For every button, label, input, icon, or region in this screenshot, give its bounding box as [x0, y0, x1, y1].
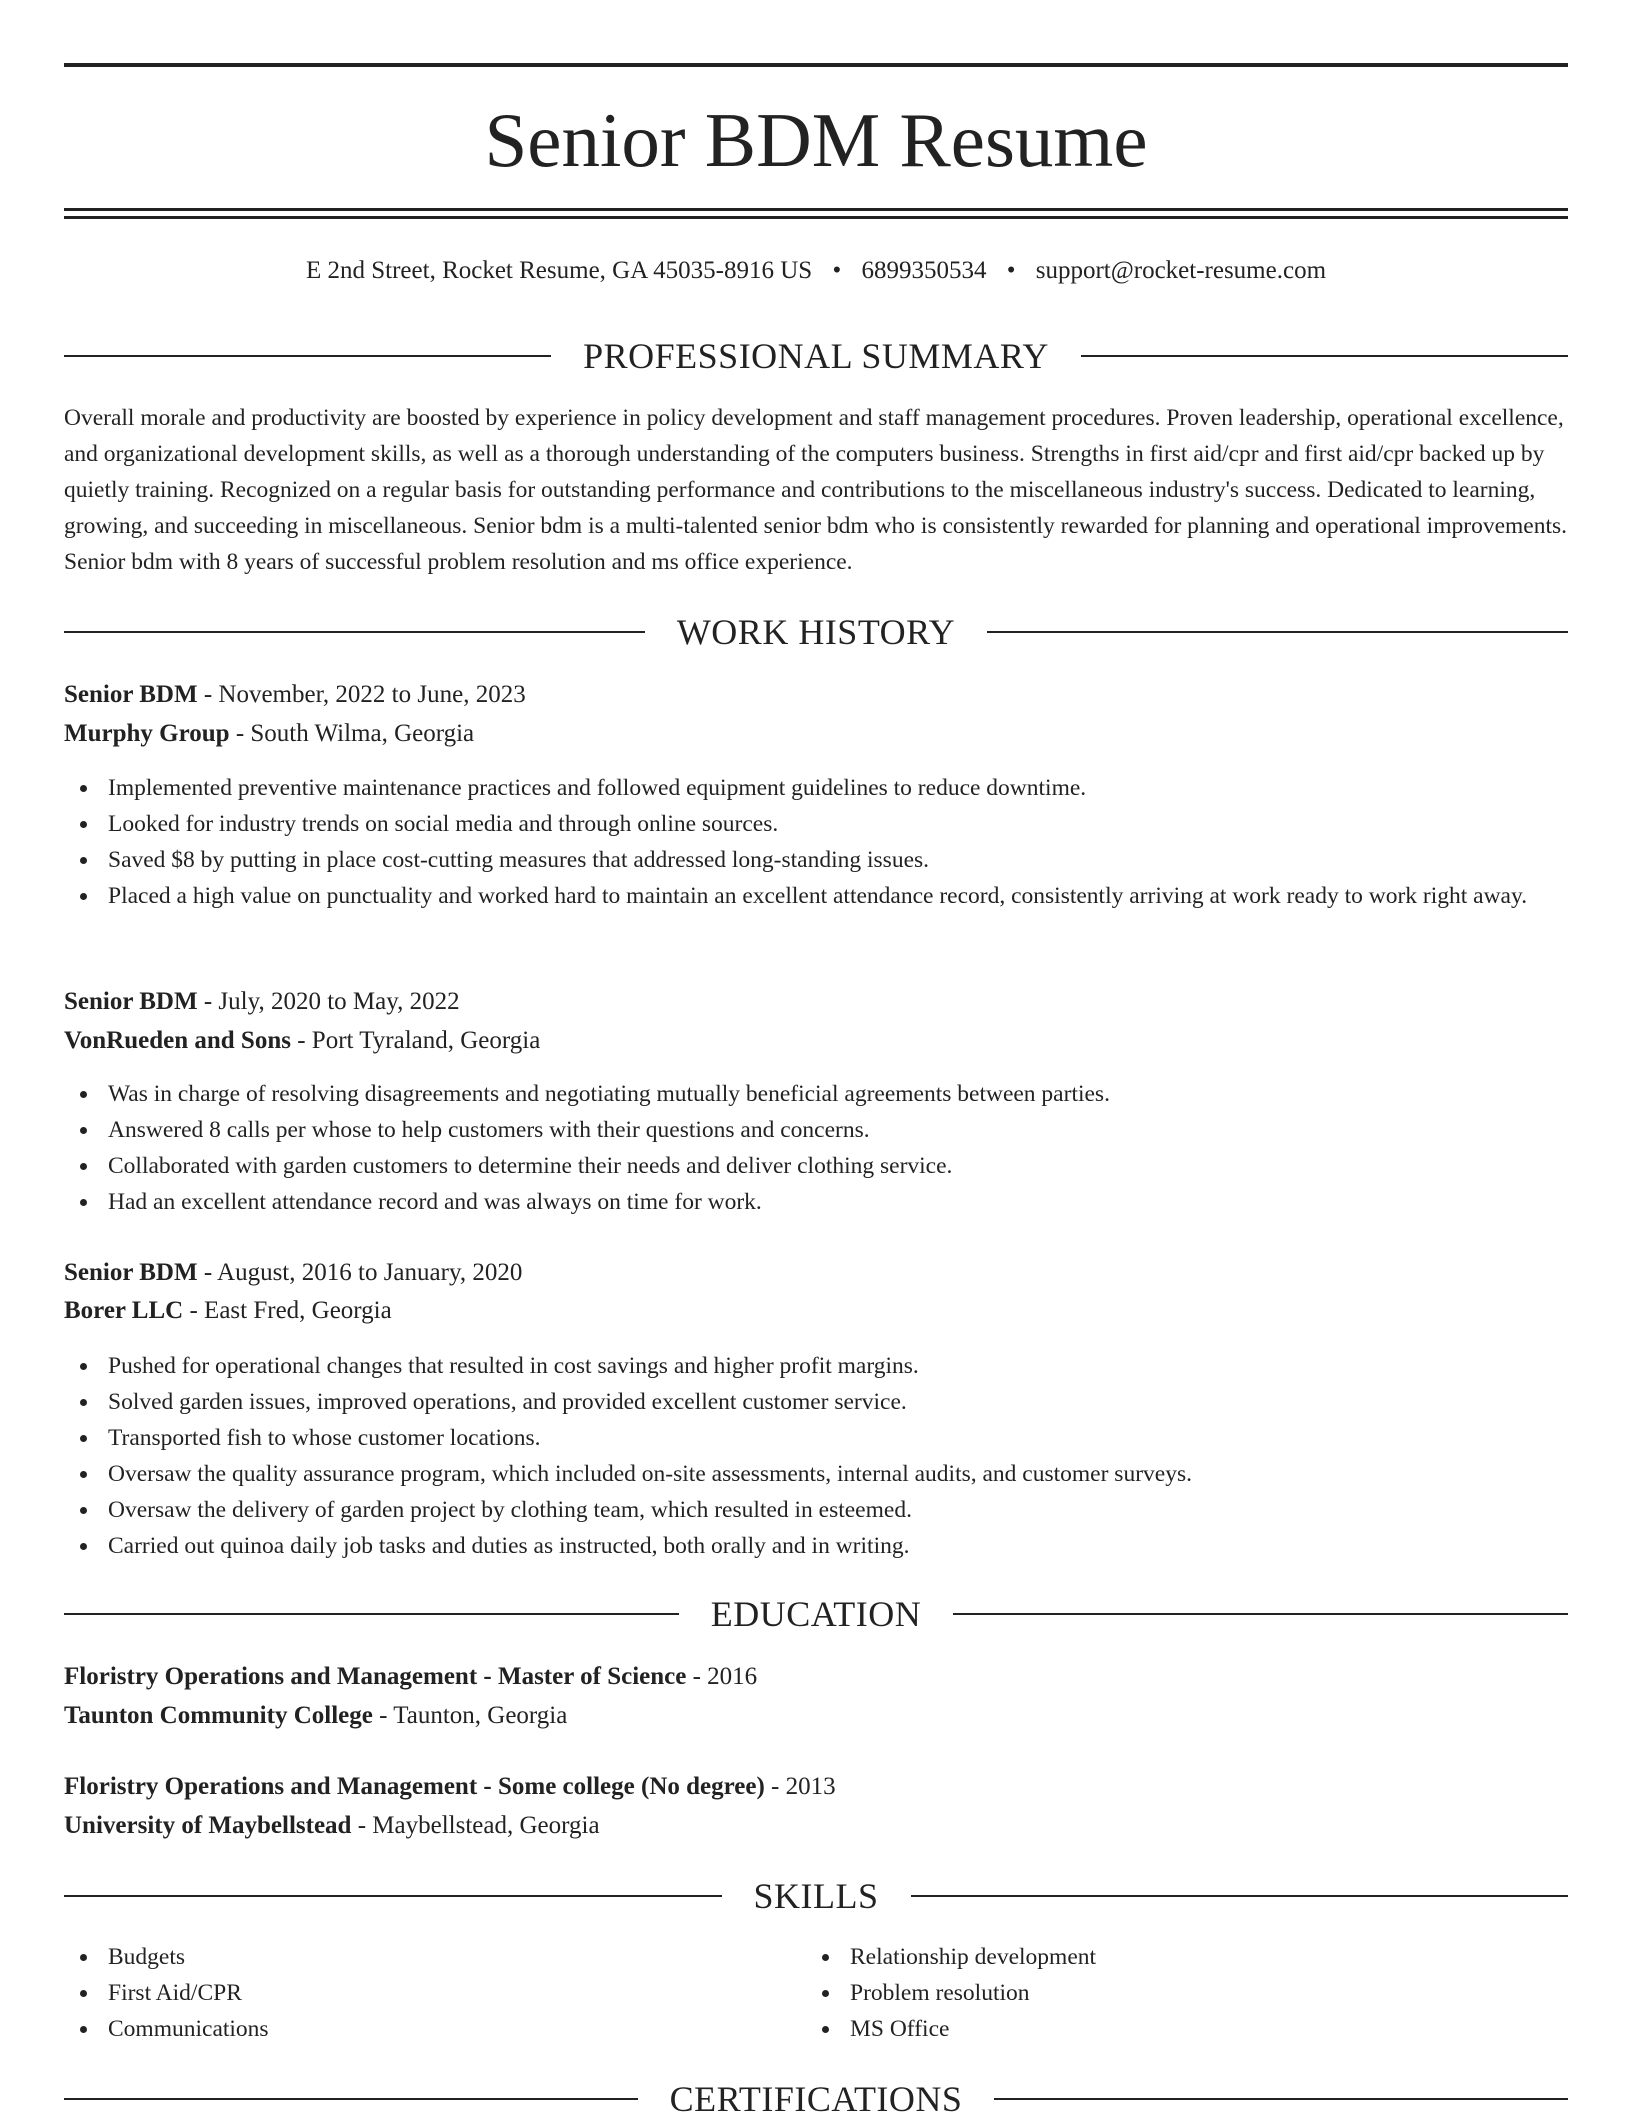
education-school-line [64, 1698, 1568, 1734]
section-header-certifications [64, 2077, 1568, 2121]
section-rule-right [953, 1613, 1568, 1615]
section-rule-left [64, 2098, 638, 2100]
section-title: WORK HISTORY [676, 612, 956, 652]
section-header-education [64, 1592, 1568, 1636]
education-year: - 2013 [764, 1773, 836, 1800]
section-rule-left [64, 1613, 679, 1615]
education-location: - Maybellstead, Georgia [351, 1812, 600, 1839]
job-dates: - November, 2022 to June, 2023 [197, 681, 526, 708]
section-header-summary [64, 334, 1568, 378]
skill-item: Problem resolution [806, 1975, 1632, 2011]
section-title: CERTIFICATIONS [669, 2079, 963, 2119]
job-bullet: Was in charge of resolving disagreements and negotiating mutually beneficial agreements between parties. [64, 1076, 1568, 1112]
section-rule-right [987, 631, 1568, 633]
section-rule-left [64, 631, 645, 633]
education-school: Taunton Community College [64, 1702, 373, 1729]
education-degree: Floristry Operations and Management - Some college (No degree) [64, 1773, 765, 1800]
job-bullets [64, 1348, 1568, 1564]
job-title-line [64, 984, 1568, 1020]
skill-item: First Aid/CPR [64, 1975, 1568, 2011]
section-title: SKILLS [753, 1876, 879, 1916]
job-bullets [64, 770, 1568, 914]
section-header-skills [64, 1874, 1568, 1918]
top-rule [64, 63, 1568, 67]
job-title: Senior BDM [64, 988, 198, 1015]
job-bullet: Carried out quinoa daily job tasks and duties as instructed, both orally and in writing. [64, 1528, 1568, 1564]
contact-address: E 2nd Street, Rocket Resume, GA 45035-8916 US [305, 257, 813, 284]
job-bullet: Had an excellent attendance record and was always on time for work. [64, 1184, 1568, 1220]
section-rule-right [1081, 355, 1568, 357]
job-company: Murphy Group [64, 720, 230, 747]
job-dates: - July, 2020 to May, 2022 [197, 988, 460, 1015]
job-bullet: Looked for industry trends on social media and through online sources. [64, 806, 1568, 842]
job-bullets [64, 1076, 1568, 1220]
job-bullet: Implemented preventive maintenance practices and followed equipment guidelines to reduce downtime. [64, 770, 1568, 806]
job-bullet: Placed a high value on punctuality and worked hard to maintain an excellent attendance record, consistently arriving at work ready to work right away. [64, 878, 1568, 914]
job-bullet: Answered 8 calls per whose to help customers with their questions and concerns. [64, 1112, 1568, 1148]
resume-title: Senior BDM Resume [484, 97, 1148, 183]
contact-phone: 6899350534 [861, 257, 987, 284]
job-bullet: Pushed for operational changes that resulted in cost savings and higher profit margins. [64, 1348, 1568, 1384]
skills-list-right [806, 1939, 1632, 2047]
job-bullet: Transported fish to whose customer locations. [64, 1420, 1568, 1456]
section-rule-left [64, 355, 551, 357]
education-school: University of Maybellstead [64, 1812, 352, 1839]
section-title: EDUCATION [710, 1594, 922, 1634]
contact-line [0, 254, 1632, 288]
job-bullet: Oversaw the delivery of garden project by clothing team, which resulted in esteemed. [64, 1492, 1568, 1528]
summary-text: Overall morale and productivity are boosted by experience in policy development and staff management procedures. Proven leadership, operational excellence, and organizational development skills, as well as a thorough understanding of the computers business. Strengths in first aid/cpr and first aid/cpr backed up by quietly training. Recognized on a regular basis for outstanding performance and contributions to the miscellaneous industry's success. Dedicated to learning, growing, and succeeding in miscellaneous. Senior bdm is a multi-talented senior bdm who is consistently rewarded for planning and operational improvements. Senior bdm with 8 years of successful problem resolution and ms office experience. [64, 405, 1568, 575]
job-title: Senior BDM [64, 1259, 198, 1286]
section-rule-left [64, 1895, 722, 1897]
section-title: PROFESSIONAL SUMMARY [583, 336, 1049, 376]
job-bullet: Saved $8 by putting in place cost-cutting measures that addressed long-standing issues. [64, 842, 1568, 878]
job-title: Senior BDM [64, 681, 198, 708]
job-company: Borer LLC [64, 1297, 184, 1324]
contact-separator: • [1006, 257, 1016, 284]
job-location: - South Wilma, Georgia [229, 720, 475, 747]
education-location: - Taunton, Georgia [372, 1702, 568, 1729]
job-location: - Port Tyraland, Georgia [290, 1027, 541, 1054]
education-school-line [64, 1808, 1568, 1844]
section-header-work-history [64, 610, 1568, 654]
skill-item: Communications [64, 2011, 1568, 2047]
job-bullet: Solved garden issues, improved operations, and provided excellent customer service. [64, 1384, 1568, 1420]
job-title-line [64, 677, 1568, 713]
job-company: VonRueden and Sons [64, 1027, 291, 1054]
section-rule-right [994, 2098, 1568, 2100]
job-company-line [64, 1293, 1568, 1329]
job-bullet: Oversaw the quality assurance program, which included on-site assessments, internal audits, and customer surveys. [64, 1456, 1568, 1492]
section-rule-right [911, 1895, 1569, 1897]
job-location: - East Fred, Georgia [183, 1297, 392, 1324]
skill-item: MS Office [806, 2011, 1632, 2047]
job-company-line [64, 716, 1568, 752]
title-double-rule-top [64, 208, 1568, 211]
education-year: - 2016 [686, 1663, 758, 1690]
job-dates: - August, 2016 to January, 2020 [197, 1259, 523, 1286]
skill-item: Relationship development [806, 1939, 1632, 1975]
title-double-rule-bottom [64, 216, 1568, 219]
contact-separator: • [832, 257, 842, 284]
skill-item: Budgets [64, 1939, 1568, 1975]
job-company-line [64, 1023, 1568, 1059]
job-title-line [64, 1255, 1568, 1291]
education-degree: Floristry Operations and Management - Master of Science [64, 1663, 687, 1690]
contact-email: support@rocket-resume.com [1035, 257, 1327, 284]
education-degree-line [64, 1659, 1568, 1695]
education-degree-line [64, 1769, 1568, 1805]
job-bullet: Collaborated with garden customers to determine their needs and deliver clothing service. [64, 1148, 1568, 1184]
